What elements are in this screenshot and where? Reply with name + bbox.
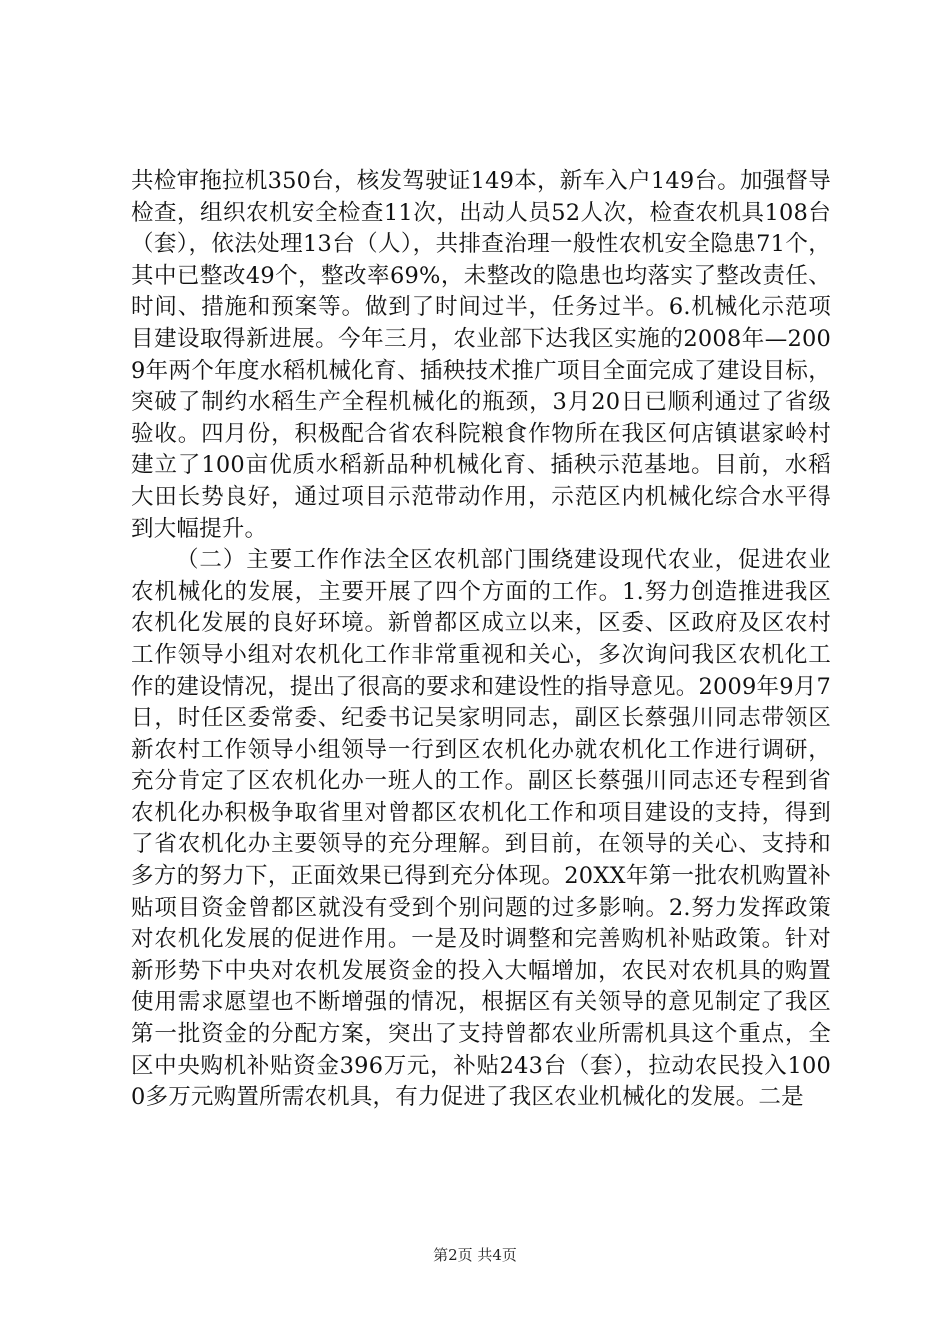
page-footer [0,1245,950,1265]
document-body [131,166,831,1114]
paragraph-1: 共检审拖拉机350台，核发驾驶证149本，新车入户149台。加强督导检查，组织农机安全检查11次，出动人员52人次，检查农机具108台（套），依法处理13台（人），共排查治理一般性农机安全隐患71个，其中已整改49个，整改率69%，未整改的隐患也均落实了整改责任、时间、措施和预案等。做到了时间过半，任务过半。6.机械化示范项目建设取得新进展。今年三月，农业部下达我区实施的2008年—2009年两个年度水稻机械化育、插秧技术推广项目全面完成了建设目标，突破了制约水稻生产全程机械化的瓶颈，3月20日已顺利通过了省级验收。四月份，积极配合省农科院粮食作物所在我区何店镇谌家岭村建立了100亩优质水稻新品种机械化育、插秧示范基地。目前，水稻大田长势良好，通过项目示范带动作用，示范区内机械化综合水平得到大幅提升。 [131,168,831,542]
paragraph-2: （二）主要工作作法全区农机部门围绕建设现代农业，促进农业农机械化的发展，主要开展了四个方面的工作。1.努力创造推进我区农机化发展的良好环境。新曾都区成立以来，区委、区政府及区农村工作领导小组对农机化工作非常重视和关心，多次询问我区农机化工作的建设情况，提出了很高的要求和建设性的指导意见。2009年9月7日，时任区委常委、纪委书记吴家明同志，副区长蔡强川同志带领区新农村工作领导小组领导一行到区农机化办就农机化工作进行调研，充分肯定了区农机化办一班人的工作。副区长蔡强川同志还专程到省农机化办积极争取省里对曾都区农机化工作和项目建设的支持，得到了省农机化办主要领导的充分理解。到目前，在领导的关心、支持和多方的努力下，正面效果已得到充分体现。20XX年第一批农机购置补贴项目资金曾都区就没有受到个别问题的过多影响。2.努力发挥政策对农机化发展的促进作用。一是及时调整和完善购机补贴政策。针对新形势下中央对农机发展资金的投入大幅增加，农民对农机具的购置使用需求愿望也不断增强的情况，根据区有关领导的意见制定了我区第一批资金的分配方案，突出了支持曾都农业所需机具这个重点，全区中央购机补贴资金396万元，补贴243台（套），拉动农民投入1000多万元购置所需农机具，有力促进了我区农业机械化的发展。二是 [131,547,831,1111]
page-number: 第2页 共4页 [433,1246,517,1264]
